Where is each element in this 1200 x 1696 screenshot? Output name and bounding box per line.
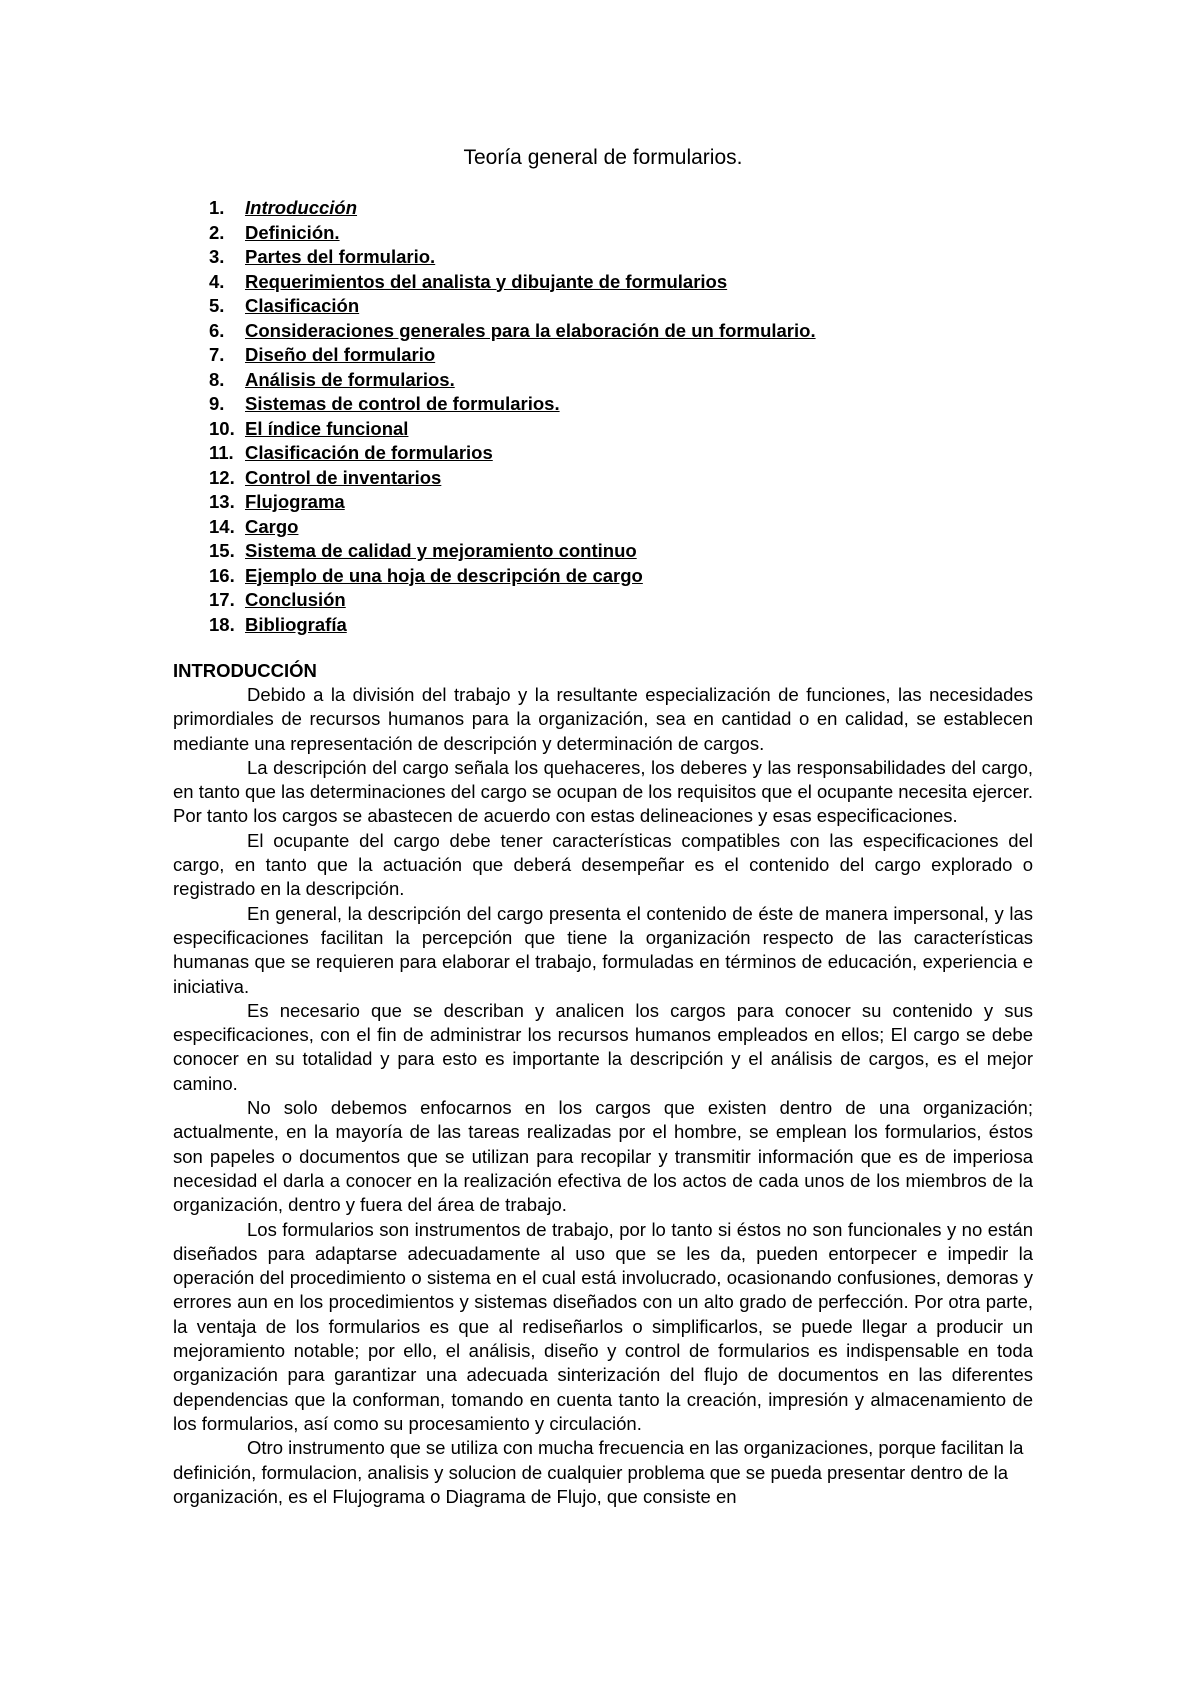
toc-link-introduccion[interactable]: Introducción: [245, 197, 358, 218]
toc-number: 9.: [209, 393, 225, 414]
toc-number: 16.: [209, 564, 235, 586]
introduction-body: [173, 683, 1033, 1509]
toc-link-indice-funcional[interactable]: El índice funcional: [245, 417, 409, 439]
toc-item: [209, 221, 816, 246]
toc-number: 4.: [209, 270, 225, 292]
toc-item: [209, 343, 816, 368]
paragraph: Debido a la división del trabajo y la resultante especialización de funciones, las necesidades primordiales de recursos humanos para la organización, sea en cantidad o en calidad, se establecen mediante una representación de descripción y determinación de cargos.: [173, 684, 1033, 754]
toc-link-partes[interactable]: Partes del formulario.: [245, 246, 436, 267]
toc-link-clasificacion[interactable]: Clasificación: [245, 295, 360, 316]
toc-number: 6.: [209, 319, 225, 341]
toc-item: [209, 245, 816, 270]
toc-item: [209, 441, 816, 466]
toc-link-clasificacion-formularios[interactable]: Clasificación de formularios: [245, 442, 493, 463]
toc-item: [209, 613, 816, 638]
toc-link-analisis[interactable]: Análisis de formularios.: [245, 368, 455, 390]
toc-item: [209, 417, 816, 442]
table-of-contents: [209, 196, 816, 637]
section-heading-introduccion: INTRODUCCIÓN: [173, 660, 317, 681]
toc-link-sistemas-control[interactable]: Sistemas de control de formularios.: [245, 393, 560, 414]
toc-item: [209, 588, 816, 613]
toc-link-flujograma[interactable]: Flujograma: [245, 491, 345, 512]
toc-link-bibliografia[interactable]: Bibliografía: [245, 613, 347, 635]
toc-item: [209, 539, 816, 564]
paragraph: En general, la descripción del cargo presenta el contenido de éste de manera impersonal, y las especificaciones facilitan la percepción que tiene la organización respecto de las características humanas que se requieren para elaborar el trabajo, formuladas en términos de educación, experiencia e iniciativa.: [173, 902, 1033, 997]
document-title: Teoría general de formularios.: [463, 146, 743, 169]
toc-item: [209, 490, 816, 515]
toc-item: [209, 294, 816, 319]
toc-item: [209, 270, 816, 295]
toc-link-definicion[interactable]: Definición.: [245, 221, 340, 243]
toc-item: [209, 392, 816, 417]
toc-link-sistema-calidad[interactable]: Sistema de calidad y mejoramiento continuo: [245, 540, 637, 561]
toc-item: [209, 196, 816, 221]
toc-number: 17.: [209, 589, 235, 610]
toc-number: 8.: [209, 368, 225, 390]
toc-link-control-inventarios[interactable]: Control de inventarios: [245, 466, 442, 488]
paragraph: Los formularios son instrumentos de trabajo, por lo tanto si éstos no son funcionales y no están diseñados para adaptarse adecuadamente al uso que se les da, pueden entorpecer e impedir la operación del procedimiento o sistema en el cual está involucrado, ocasionando confusiones, demoras y errores aun en los procedimientos y sistemas diseñados con un alto grado de perfección. Por otra parte, la ventaja de los formularios es que al rediseñarlos o simplificarlos, se puede llegar a producir un mejoramiento notable; por ello, el análisis, diseño y control de formularios es indispensable en toda organización para garantizar una adecuada sinterización del flujo de documentos en las diferentes dependencias que la conforman, tomando en cuenta tanto la creación, impresión y almacenamiento de los formularios, así como su procesamiento y circulación.: [173, 1218, 1033, 1434]
toc-link-conclusion[interactable]: Conclusión: [245, 589, 346, 610]
toc-number: 3.: [209, 246, 225, 267]
toc-number: 2.: [209, 221, 225, 243]
toc-item: [209, 319, 816, 344]
paragraph: Es necesario que se describan y analicen los cargos para conocer su contenido y sus especificaciones, con el fin de administrar los recursos humanos empleados en ellos; El cargo se debe conocer en su totalidad y para esto es importante la descripción y el análisis de cargos, es el mejor camino.: [173, 999, 1033, 1094]
toc-link-cargo[interactable]: Cargo: [245, 515, 299, 537]
toc-number: 1.: [209, 197, 225, 218]
toc-number: 5.: [209, 295, 225, 316]
toc-item: [209, 564, 816, 589]
toc-number: 15.: [209, 540, 235, 561]
toc-item: [209, 466, 816, 491]
paragraph: No solo debemos enfocarnos en los cargos que existen dentro de una organización; actualmente, en la mayoría de las tareas realizadas por el hombre, se emplean los formularios, éstos son papeles o documentos que se utilizan para recopilar y transmitir información que es de imperiosa necesidad el darla a conocer en la realización efectiva de los actos de cada unos de los miembros de la organización, dentro y fuera del área de trabajo.: [173, 1097, 1033, 1216]
toc-link-requerimientos[interactable]: Requerimientos del analista y dibujante de formularios: [245, 270, 728, 292]
paragraph: El ocupante del cargo debe tener características compatibles con las especificaciones del cargo, en tanto que la actuación que deberá desempeñar es el contenido del cargo explorado o registrado en la descripción.: [173, 829, 1033, 900]
toc-item: [209, 515, 816, 540]
toc-number: 12.: [209, 466, 235, 488]
paragraph: La descripción del cargo señala los quehaceres, los deberes y las responsabilidades del cargo, en tanto que las determinaciones del cargo se ocupan de los requisitos que el ocupante necesita ejercer. Por tanto los cargos se abastecen de acuerdo con estas delineaciones y esas especificaciones.: [173, 756, 1033, 827]
toc-number: 14.: [209, 515, 235, 537]
paragraph: Otro instrumento que se utiliza con mucha frecuencia en las organizaciones, porque facilitan la definición, formulacion, analisis y solucion de cualquier problema que se pueda presentar dentro de la organización, es el Flujograma o Diagrama de Flujo, que consiste en: [173, 1437, 1024, 1507]
toc-link-consideraciones[interactable]: Consideraciones generales para la elaboración de un formulario.: [245, 319, 816, 341]
toc-number: 7.: [209, 344, 225, 365]
toc-link-diseno[interactable]: Diseño del formulario: [245, 344, 436, 365]
toc-number: 18.: [209, 613, 235, 635]
toc-number: 13.: [209, 491, 235, 512]
toc-number: 10.: [209, 417, 235, 439]
toc-item: [209, 368, 816, 393]
toc-number: 11.: [209, 442, 234, 463]
toc-link-ejemplo-hoja[interactable]: Ejemplo de una hoja de descripción de cargo: [245, 564, 643, 586]
